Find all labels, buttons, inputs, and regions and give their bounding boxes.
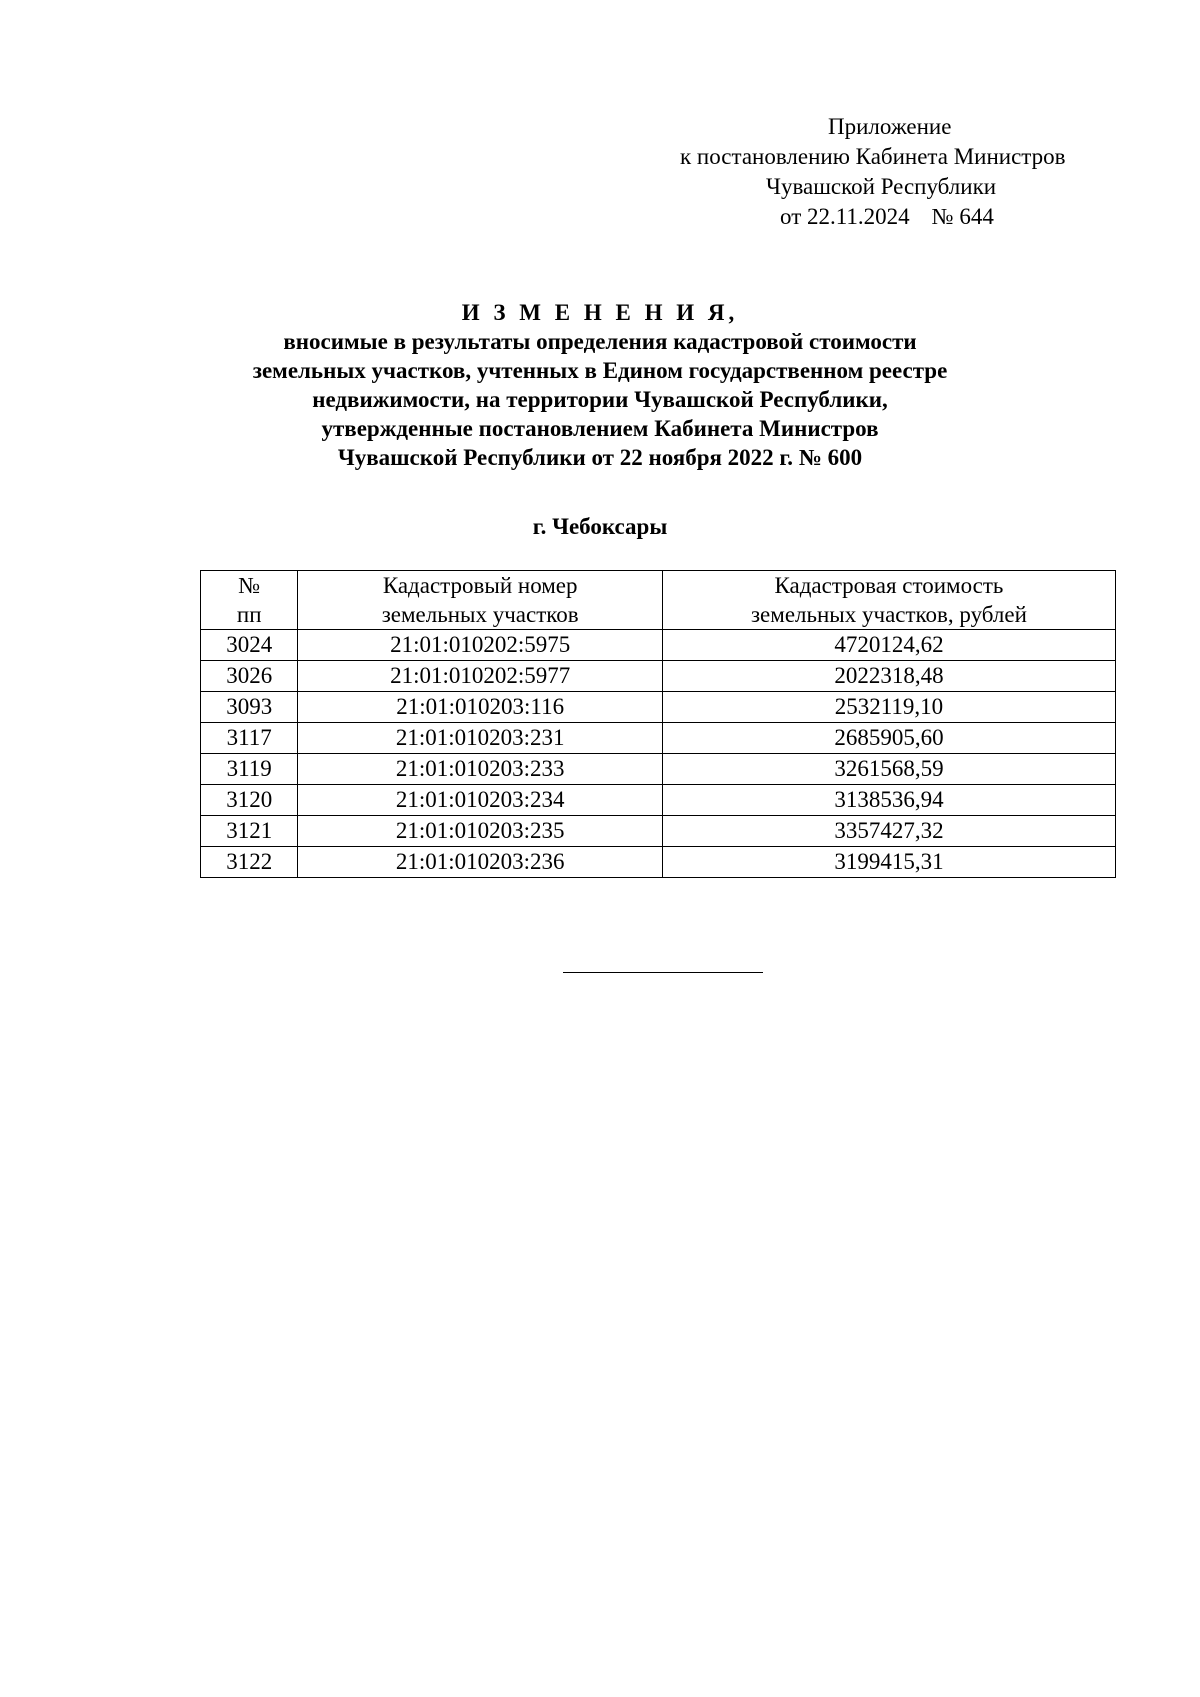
appendix-number: № 644 [931,204,994,229]
cell-cadastral-number: 21:01:010203:116 [298,692,663,723]
cell-number: 3122 [201,847,298,878]
cell-cadastral-cost: 3199415,31 [662,847,1115,878]
cell-number: 3117 [201,723,298,754]
header-number-line-2: пп [236,602,262,627]
cell-cadastral-number: 21:01:010202:5975 [298,630,663,661]
appendix-block [680,112,1120,232]
table-header-row [201,571,1116,630]
header-cadastral-number [298,571,663,630]
cell-cadastral-cost: 2532119,10 [662,692,1115,723]
cell-cadastral-number: 21:01:010203:231 [298,723,663,754]
cell-number: 3121 [201,816,298,847]
cell-cadastral-number: 21:01:010203:235 [298,816,663,847]
cell-number: 3093 [201,692,298,723]
cell-cadastral-number: 21:01:010203:234 [298,785,663,816]
cell-cadastral-cost: 4720124,62 [662,630,1115,661]
appendix-date: от 22.11.2024 [780,204,910,229]
appendix-line-2: к постановлению Кабинета Министров [680,144,1066,169]
title-line-1: вносимые в результаты определения кадастровой стоимости [283,329,917,354]
table-row [201,692,1116,723]
cell-cadastral-cost: 2022318,48 [662,661,1115,692]
appendix-line-1: Приложение [828,114,952,139]
header-number-line-1: № [238,573,261,598]
cell-cadastral-cost: 3138536,94 [662,785,1115,816]
cell-cadastral-number: 21:01:010203:233 [298,754,663,785]
table-row [201,630,1116,661]
cell-cadastral-cost: 3261568,59 [662,754,1115,785]
title-line-3: недвижимости, на территории Чувашской Республики, [312,387,888,412]
header-cadastral-cost [662,571,1115,630]
header-cost-line-1: Кадастровая стоимость [774,573,1004,598]
title-line-4: утвержденные постановлением Кабинета Министров [321,416,879,441]
header-number [201,571,298,630]
table-row [201,723,1116,754]
title-main: И З М Е Н Е Н И Я, [461,300,739,325]
table-row [201,785,1116,816]
cell-number: 3119 [201,754,298,785]
appendix-date-line [680,202,1120,232]
title-line-5: Чувашской Республики от 22 ноября 2022 г. № 600 [337,445,863,470]
cell-number: 3120 [201,785,298,816]
cell-number: 3024 [201,630,298,661]
cell-cadastral-cost: 2685905,60 [662,723,1115,754]
cell-cadastral-number: 21:01:010202:5977 [298,661,663,692]
appendix-line-3: Чувашской Республики [766,174,997,199]
table-row [201,816,1116,847]
cell-number: 3026 [201,661,298,692]
document-title [100,298,1100,472]
title-line-2: земельных участков, учтенных в Едином государственном реестре [252,358,948,383]
table-row [201,847,1116,878]
header-cost-line-2: земельных участков, рублей [750,602,1027,627]
end-divider [563,972,763,973]
header-cadastral-line-1: Кадастровый номер [382,573,578,598]
cadastral-table [200,570,1116,878]
table-row [201,661,1116,692]
table-row [201,754,1116,785]
city-heading: г. Чебоксары [532,514,668,539]
cell-cadastral-number: 21:01:010203:236 [298,847,663,878]
header-cadastral-line-2: земельных участков [381,602,579,627]
cell-cadastral-cost: 3357427,32 [662,816,1115,847]
